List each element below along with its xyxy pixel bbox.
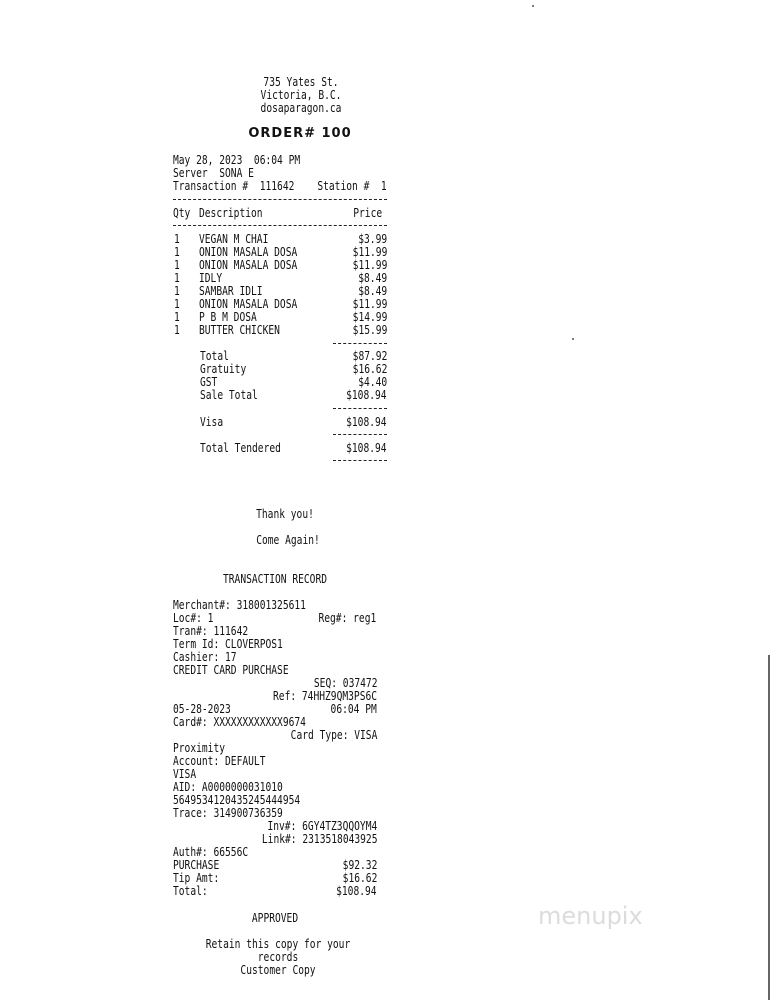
gratuity-label: Gratuity (200, 362, 247, 376)
customer-copy-label: Customer Copy (240, 963, 316, 977)
divider (333, 434, 387, 435)
column-description: Description (199, 206, 263, 220)
gratuity-value: $16.62 (352, 362, 387, 376)
reference-number: Ref: 74HHZ9QM3PS6C (272, 689, 377, 703)
gst-label: GST (200, 375, 218, 389)
item-price: $11.99 (352, 297, 387, 311)
transaction-record-title: TRANSACTION RECORD (222, 572, 328, 586)
store-address-line2: Victoria, B.C. (260, 88, 342, 102)
merchant-number: Merchant#: 318001325611 (173, 598, 306, 612)
item-qty: 1 (174, 271, 180, 285)
purchase-value: $92.32 (342, 858, 377, 872)
auth-number: Auth#: 66556C (173, 845, 249, 859)
aid-number: AID: A0000000031010 (173, 780, 283, 794)
cashier-id: Cashier: 17 (173, 650, 237, 664)
item-price: $15.99 (352, 323, 387, 337)
terminal-id: Term Id: CLOVERPOS1 (173, 637, 283, 651)
item-description: ONION MASALA DOSA (199, 258, 298, 272)
card-number: Card#: XXXXXXXXXXXX9674 (173, 715, 306, 729)
approved-status: APPROVED (251, 911, 299, 925)
card-brand: VISA (173, 767, 197, 781)
item-qty: 1 (174, 323, 180, 337)
item-description: ONION MASALA DOSA (199, 245, 298, 259)
divider (333, 408, 387, 409)
item-qty: 1 (174, 258, 180, 272)
tc-number: 5649534120435245444954 (173, 793, 301, 807)
tendered-label: Total Tendered (200, 441, 281, 455)
record-time: 06:04 PM (330, 702, 377, 716)
store-website: dosaparagon.ca (260, 101, 342, 115)
station-number: Station # 1 (317, 179, 387, 193)
item-description: SAMBAR IDLI (199, 284, 263, 298)
tip-value: $16.62 (342, 871, 377, 885)
item-price: $14.99 (352, 310, 387, 324)
item-price: $8.49 (358, 284, 387, 298)
item-price: $3.99 (358, 232, 387, 246)
item-qty: 1 (174, 245, 180, 259)
column-qty: Qty (173, 206, 191, 220)
item-description: ONION MASALA DOSA (199, 297, 298, 311)
sequence-number: SEQ: 037472 (313, 676, 377, 690)
register-number: Reg#: reg1 (318, 611, 376, 625)
divider (173, 199, 387, 200)
trace-number: Trace: 314900736359 (173, 806, 283, 820)
scan-edge-line (768, 655, 770, 1000)
entry-mode: Proximity (173, 741, 226, 755)
item-description: VEGAN M CHAI (199, 232, 269, 246)
visa-label: Visa (200, 415, 224, 429)
divider (333, 343, 387, 344)
record-total-label: Total: (173, 884, 208, 898)
order-number: ORDER# 100 (248, 126, 352, 141)
item-description: P B M DOSA (199, 310, 257, 324)
scan-speck (572, 338, 574, 340)
account-type: Account: DEFAULT (173, 754, 266, 768)
item-qty: 1 (174, 310, 180, 324)
total-value: $87.92 (352, 349, 387, 363)
thank-you-text: Thank you! (256, 507, 314, 521)
menupix-watermark: menupix (538, 902, 643, 930)
invoice-number: Inv#: 6GY4TZ3QQOYM4 (267, 819, 377, 833)
item-qty: 1 (174, 284, 180, 298)
item-description: IDLY (199, 271, 223, 285)
visa-value: $108.94 (346, 415, 387, 429)
come-again-text: Come Again! (256, 533, 320, 547)
link-number: Link#: 2313518043925 (261, 832, 377, 846)
tendered-value: $108.94 (346, 441, 387, 455)
purchase-type: CREDIT CARD PURCHASE (173, 663, 289, 677)
location-number: Loc#: 1 (173, 611, 214, 625)
record-total-value: $108.94 (336, 884, 377, 898)
total-label: Total (200, 349, 229, 363)
store-address-line1: 735 Yates St. (263, 75, 339, 89)
scan-speck (532, 5, 534, 7)
retain-copy-line1: Retain this copy for your (205, 937, 351, 951)
item-price: $11.99 (352, 245, 387, 259)
sale-total-label: Sale Total (200, 388, 258, 402)
item-price: $8.49 (358, 271, 387, 285)
tran-number: Tran#: 111642 (173, 624, 249, 638)
item-description: BUTTER CHICKEN (199, 323, 280, 337)
item-qty: 1 (174, 297, 180, 311)
sale-total-value: $108.94 (346, 388, 387, 402)
retain-copy-line2: records (257, 950, 299, 964)
transaction-number: Transaction # 111642 (173, 179, 295, 193)
order-datetime: May 28, 2023 06:04 PM (173, 153, 301, 167)
gst-value: $4.40 (358, 375, 387, 389)
record-date: 05-28-2023 (173, 702, 231, 716)
item-qty: 1 (174, 232, 180, 246)
purchase-label: PURCHASE (173, 858, 220, 872)
item-price: $11.99 (352, 258, 387, 272)
divider (333, 460, 387, 461)
server-name: Server SONA E (173, 166, 254, 180)
divider (173, 225, 387, 226)
column-price: Price (353, 206, 382, 220)
tip-label: Tip Amt: (173, 871, 220, 885)
card-type: Card Type: VISA (290, 728, 377, 742)
